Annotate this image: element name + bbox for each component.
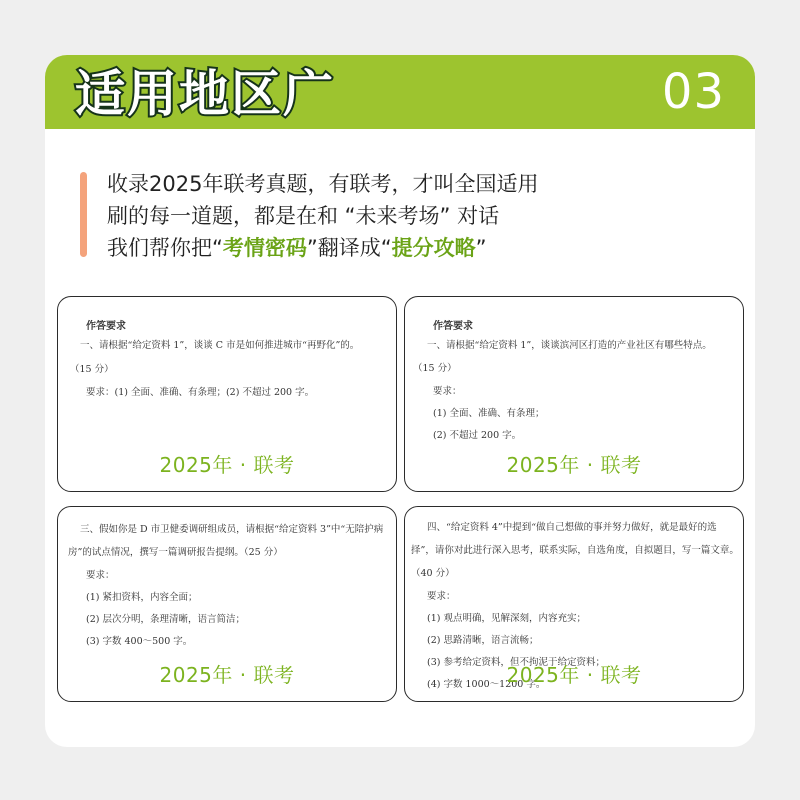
intro-text [107, 168, 538, 264]
panel-text-line: 一、请根据“给定资料 1”，谈谈 C 市是如何推进城市“再野化”的。 [80, 340, 360, 351]
panel-text-line: （15 分） [413, 363, 457, 374]
card-header [45, 55, 755, 129]
panel-text-line: 要求： [433, 386, 462, 397]
highlight-exam-code: 考情密码 [222, 236, 307, 260]
intro-line-3-before: 我们帮你把“ [107, 236, 223, 260]
panel-text-line: 要求： [427, 591, 456, 602]
exam-question-panel-2 [404, 296, 744, 492]
panel-text-line: （15 分） [70, 364, 114, 375]
panel-text-line: (1) 观点明确，见解深刻，内容充实； [427, 613, 586, 624]
panel-heading: 作答要求 [86, 321, 126, 332]
intro-line-3-after: ” [475, 236, 487, 260]
panel-text-line: (3) 字数 400～500 字。 [86, 636, 193, 647]
panel-text-line: 要求：(1) 全面、准确、有条理；(2) 不超过 200 字。 [86, 387, 315, 398]
year-exam-badge: 2025年 · 联考 [506, 453, 642, 477]
panel-text-line: 房”的试点情况，撰写一篇调研报告提纲。（25 分） [68, 547, 283, 558]
panel-text-line: (2) 层次分明，条理清晰，语言简洁； [86, 614, 245, 625]
year-exam-badge: 2025年 · 联考 [159, 663, 295, 687]
panel-text-line: 一、请根据“给定资料 1”，谈谈滨河区打造的产业社区有哪些特点。 [427, 340, 712, 351]
panel-text-line: (1) 全面、准确、有条理； [433, 408, 545, 419]
intro-line-3-mid: ”翻译成“ [306, 236, 392, 260]
panel-text-line: （40 分） [411, 568, 455, 579]
panel-text-line: 三、假如你是 D 市卫健委调研组成员，请根据“给定资料 3”中“无陪护病 [80, 524, 384, 535]
panel-text-line: 要求： [86, 570, 115, 581]
intro-line-3 [107, 232, 538, 264]
panel-text-line: 四、“给定资料 4”中提到“做自己想做的事并努力做好，就是最好的选 [427, 522, 717, 533]
year-exam-badge: 2025年 · 联考 [506, 663, 642, 687]
panel-text-line: (3) 参考给定资料，但不拘泥于给定资料； [427, 657, 605, 668]
panel-text-line: (4) 字数 1000～1200 字。 [427, 679, 546, 690]
exam-question-panel-3 [57, 506, 397, 702]
header-title: 适用地区广 [75, 65, 335, 123]
intro-line-1: 收录2025年联考真题，有联考，才叫全国适用 [107, 172, 539, 196]
panel-heading: 作答要求 [433, 321, 473, 332]
intro-line-2: 刷的每一道题，都是在和 “未来考场” 对话 [107, 204, 500, 228]
year-exam-badge: 2025年 · 联考 [159, 453, 295, 477]
panel-text-line: (1) 紧扣资料，内容全面； [86, 592, 198, 603]
panel-text-line: (2) 思路清晰，语言流畅； [427, 635, 539, 646]
highlight-score-strategy: 提分攻略 [391, 236, 476, 260]
exam-question-panel-4 [404, 506, 744, 702]
accent-bar [80, 172, 87, 257]
section-number: 03 [661, 64, 725, 120]
panel-text-line: (2) 不超过 200 字。 [433, 430, 522, 441]
panel-text-line: 择”，请你对此进行深入思考，联系实际，自选角度，自拟题目，写一篇文章。 [411, 545, 739, 556]
exam-question-panel-1 [57, 296, 397, 492]
